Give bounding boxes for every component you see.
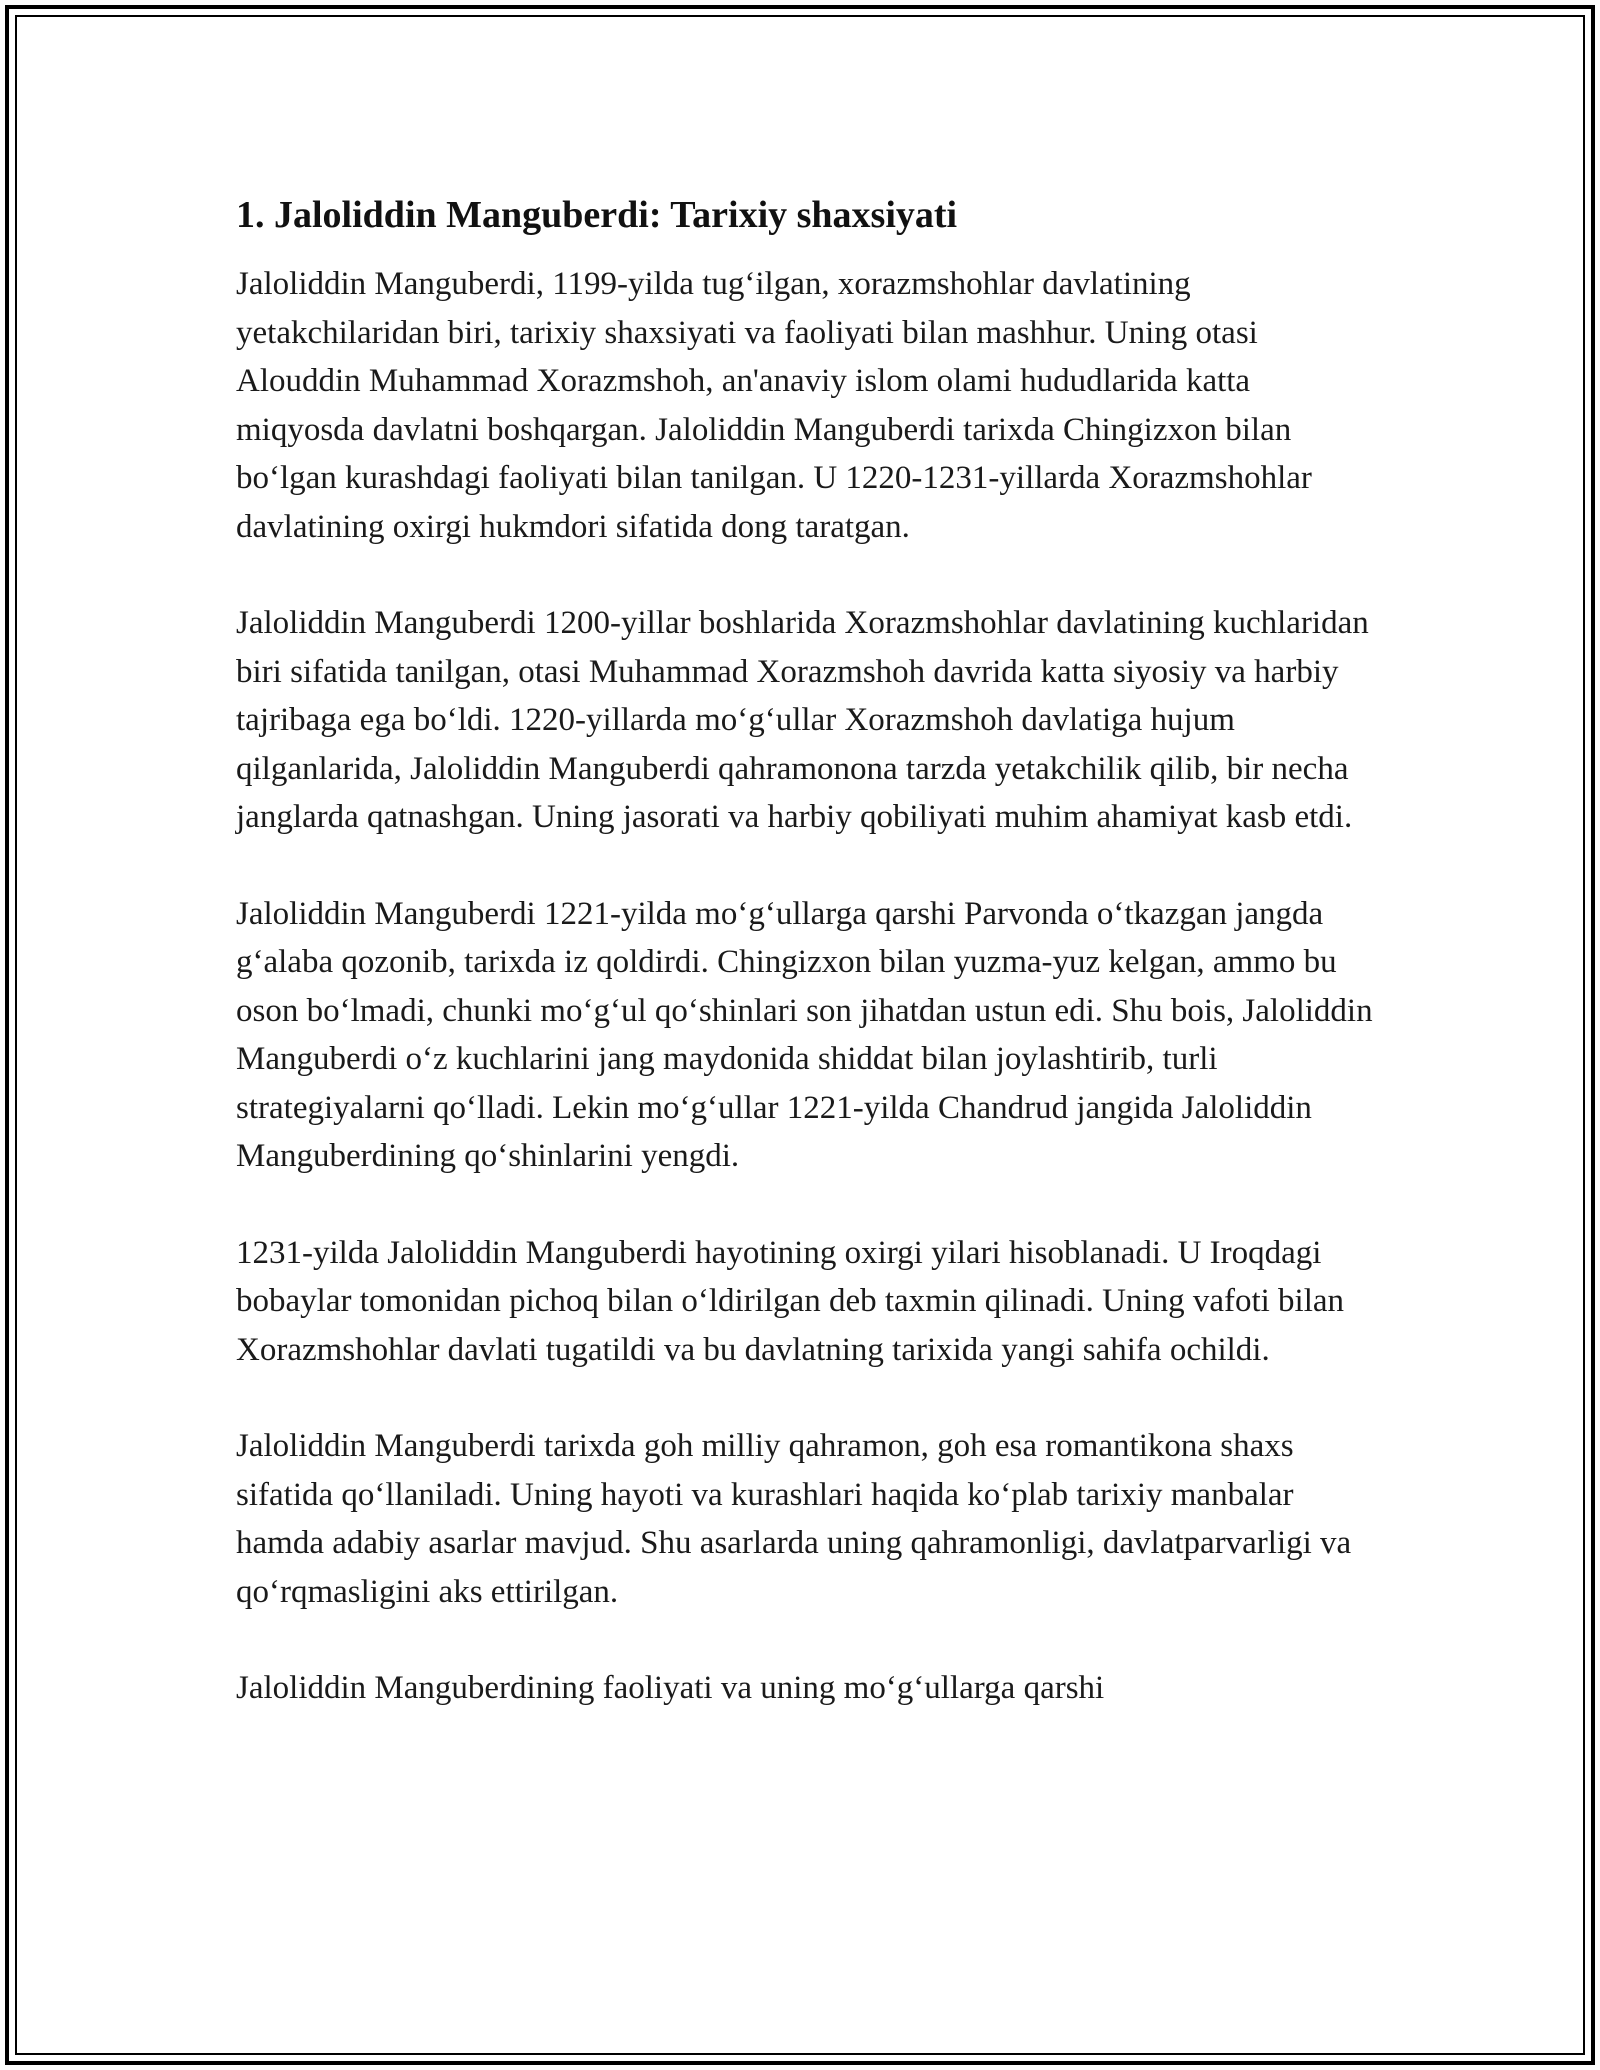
- paragraph-6: Jaloliddin Manguberdining faoliyati va uning mo‘g‘ullarga qarshi: [236, 1670, 1105, 1706]
- paragraph-5: Jaloliddin Manguberdi tarixda goh milliy qahramon, goh esa romantikona shaxs sifatida qo‘llaniladi. Uning hayoti va kurashlari haqida ko‘plab tarixiy manbalar hamda adabiy asarlar mavjud. Shu asarlarda uning qahramonligi, davlatparvarligi va qo‘rqmasligini aks ettirilgan.: [236, 1428, 1352, 1610]
- section-heading: 1. Jaloliddin Manguberdi: Tarixiy shaxsiyati: [236, 194, 958, 236]
- document-body: [236, 188, 1386, 1761]
- paragraph-3: Jaloliddin Manguberdi 1221-yilda mo‘g‘ullarga qarshi Parvonda o‘tkazgan jangda g‘alaba qozonib, tarixda iz qoldirdi. Chingizxon bilan yuzma-yuz kelgan, ammo bu oson bo‘lmadi, chunki mo‘g‘ul qo‘shinlari son jihatdan ustun edi. Shu bois, Jaloliddin Manguberdi o‘z kuchlarini jang maydonida shiddat bilan joylashtirib, turli strategiyalarni qo‘lladi. Lekin mo‘g‘ullar 1221-yilda Chandrud jangida Jaloliddin Manguberdining qo‘shinlarini yengdi.: [236, 895, 1373, 1174]
- paragraph-2: Jaloliddin Manguberdi 1200-yillar boshlarida Xorazmshohlar davlatining kuchlaridan biri sifatida tanilgan, otasi Muhammad Xorazmshoh davrida katta siyosiy va harbiy tajribaga ega bo‘ldi. 1220-yillarda mo‘g‘ullar Xorazmshoh davlatiga hujum qilganlarida, Jaloliddin Manguberdi qahramonona tarzda yetakchilik qilib, bir necha janglarda qatnashgan. Uning jasorati va harbiy qobiliyati muhim ahamiyat kasb etdi.: [236, 605, 1369, 835]
- paragraph-1: Jaloliddin Manguberdi, 1199-yilda tug‘ilgan, xorazmshohlar davlatining yetakchilaridan biri, tarixiy shaxsiyati va faoliyati bilan mashhur. Uning otasi Alouddin Muhammad Xorazmshoh, an'anaviy islom olami hududlarida katta miqyosda davlatni boshqargan. Jaloliddin Manguberdi tarixda Chingizxon bilan bo‘lgan kurashdagi faoliyati bilan tanilgan. U 1220-1231-yillarda Xorazmshohlar davlatining oxirgi hukmdori sifatida dong taratgan.: [236, 266, 1312, 545]
- paragraph-4: 1231-yilda Jaloliddin Manguberdi hayotining oxirgi yilari hisoblanadi. U Iroqdagi bobaylar tomonidan pichoq bilan o‘ldirilgan deb taxmin qilinadi. Uning vafoti bilan Xorazmshohlar davlati tugatildi va bu davlatning tarixida yangi sahifa ochildi.: [236, 1234, 1345, 1368]
